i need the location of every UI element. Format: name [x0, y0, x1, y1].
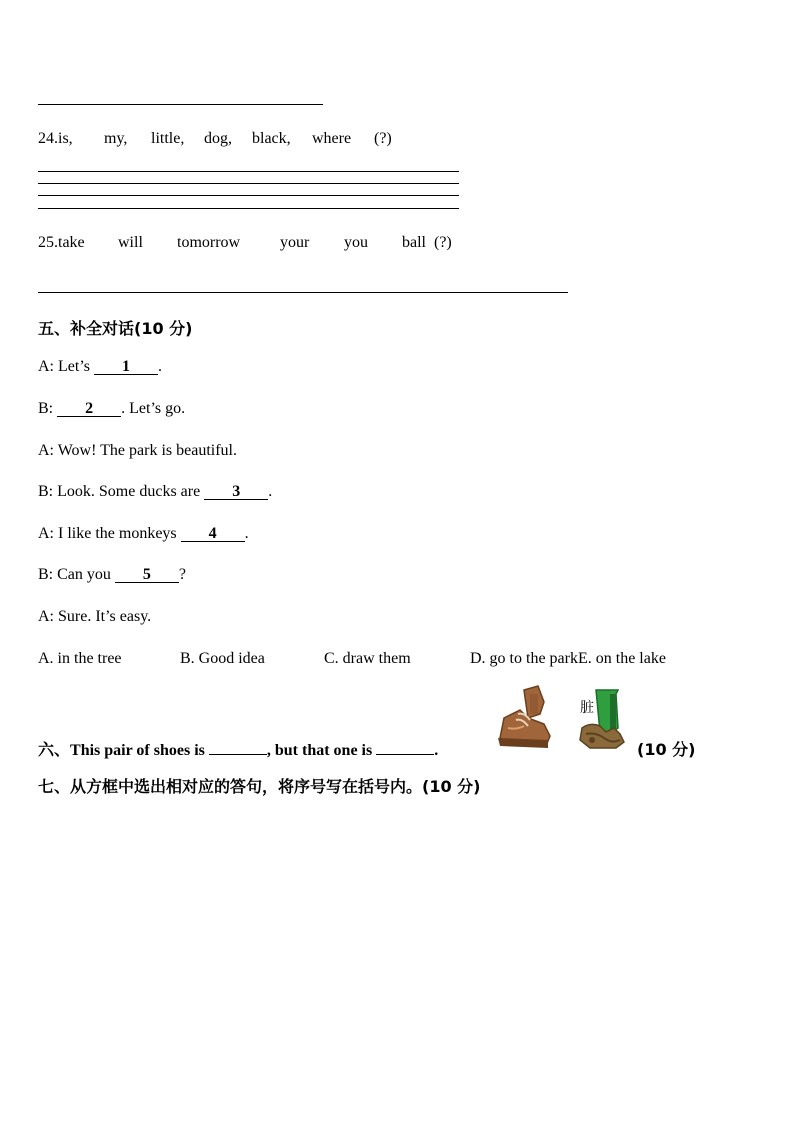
answer-line-23	[38, 104, 323, 105]
word: will	[118, 234, 143, 251]
answer-line-24a	[38, 171, 459, 172]
word: tomorrow	[177, 234, 241, 251]
dialogue-line-4: B: Look. Some ducks are 3 .	[38, 483, 273, 500]
question-number: 24.	[38, 130, 58, 147]
section-6-score: (10 分)	[637, 740, 696, 759]
word: ball	[402, 234, 426, 251]
green-boot-icon	[576, 688, 636, 750]
dialogue-line-3: A: Wow! The park is beautiful.	[38, 442, 237, 459]
dialogue-line-7: A: Sure. It’s easy.	[38, 608, 152, 625]
option-a: A. in the tree	[38, 650, 122, 667]
answer-line-24b	[38, 183, 459, 184]
word: little,	[151, 130, 185, 147]
blank-1[interactable]: 1	[94, 359, 158, 375]
question-25	[38, 234, 452, 252]
blank-2[interactable]: 2	[57, 401, 121, 417]
blank-5[interactable]: 5	[115, 567, 179, 583]
blank-dirty[interactable]	[376, 740, 434, 755]
word: your	[280, 234, 310, 251]
dialogue-line-1: A: Let’s 1 .	[38, 358, 162, 375]
word: my,	[104, 130, 128, 147]
section-5-heading: 五、补全对话(10 分)	[38, 319, 193, 338]
option-d: D. go to the park	[470, 650, 578, 667]
word: where	[312, 130, 352, 147]
section-7-heading: 七、从方框中选出相对应的答句，将序号写在括号内。(10 分)	[38, 777, 481, 796]
blank-clean[interactable]	[209, 740, 267, 755]
option-c: C. draw them	[324, 650, 411, 667]
question-24	[38, 130, 392, 148]
options-row	[38, 650, 666, 668]
word: (?)	[434, 234, 452, 251]
answer-line-25	[38, 292, 568, 293]
blank-4[interactable]: 4	[181, 526, 245, 542]
dialogue-line-6: B: Can you 5 ?	[38, 566, 187, 583]
answer-line-24c	[38, 195, 459, 196]
word: dog,	[204, 130, 232, 147]
brown-shoe-icon	[494, 684, 552, 752]
word: black,	[252, 130, 291, 147]
word: you	[344, 234, 368, 251]
answer-line-24d	[38, 208, 459, 209]
word: take	[58, 234, 85, 251]
option-b: B. Good idea	[180, 650, 265, 667]
dialogue-line-5: A: I like the monkeys 4 .	[38, 525, 249, 542]
question-number: 25.	[38, 234, 58, 251]
dirty-label: 脏	[580, 700, 594, 716]
dialogue-line-2: B: 2 . Let’s go.	[38, 400, 186, 417]
word: (?)	[374, 130, 392, 147]
section-6-question: 六、This pair of shoes is , but that one is .	[38, 740, 439, 759]
option-e: E. on the lake	[577, 650, 666, 667]
word: is,	[58, 130, 73, 147]
blank-3[interactable]: 3	[204, 484, 268, 500]
